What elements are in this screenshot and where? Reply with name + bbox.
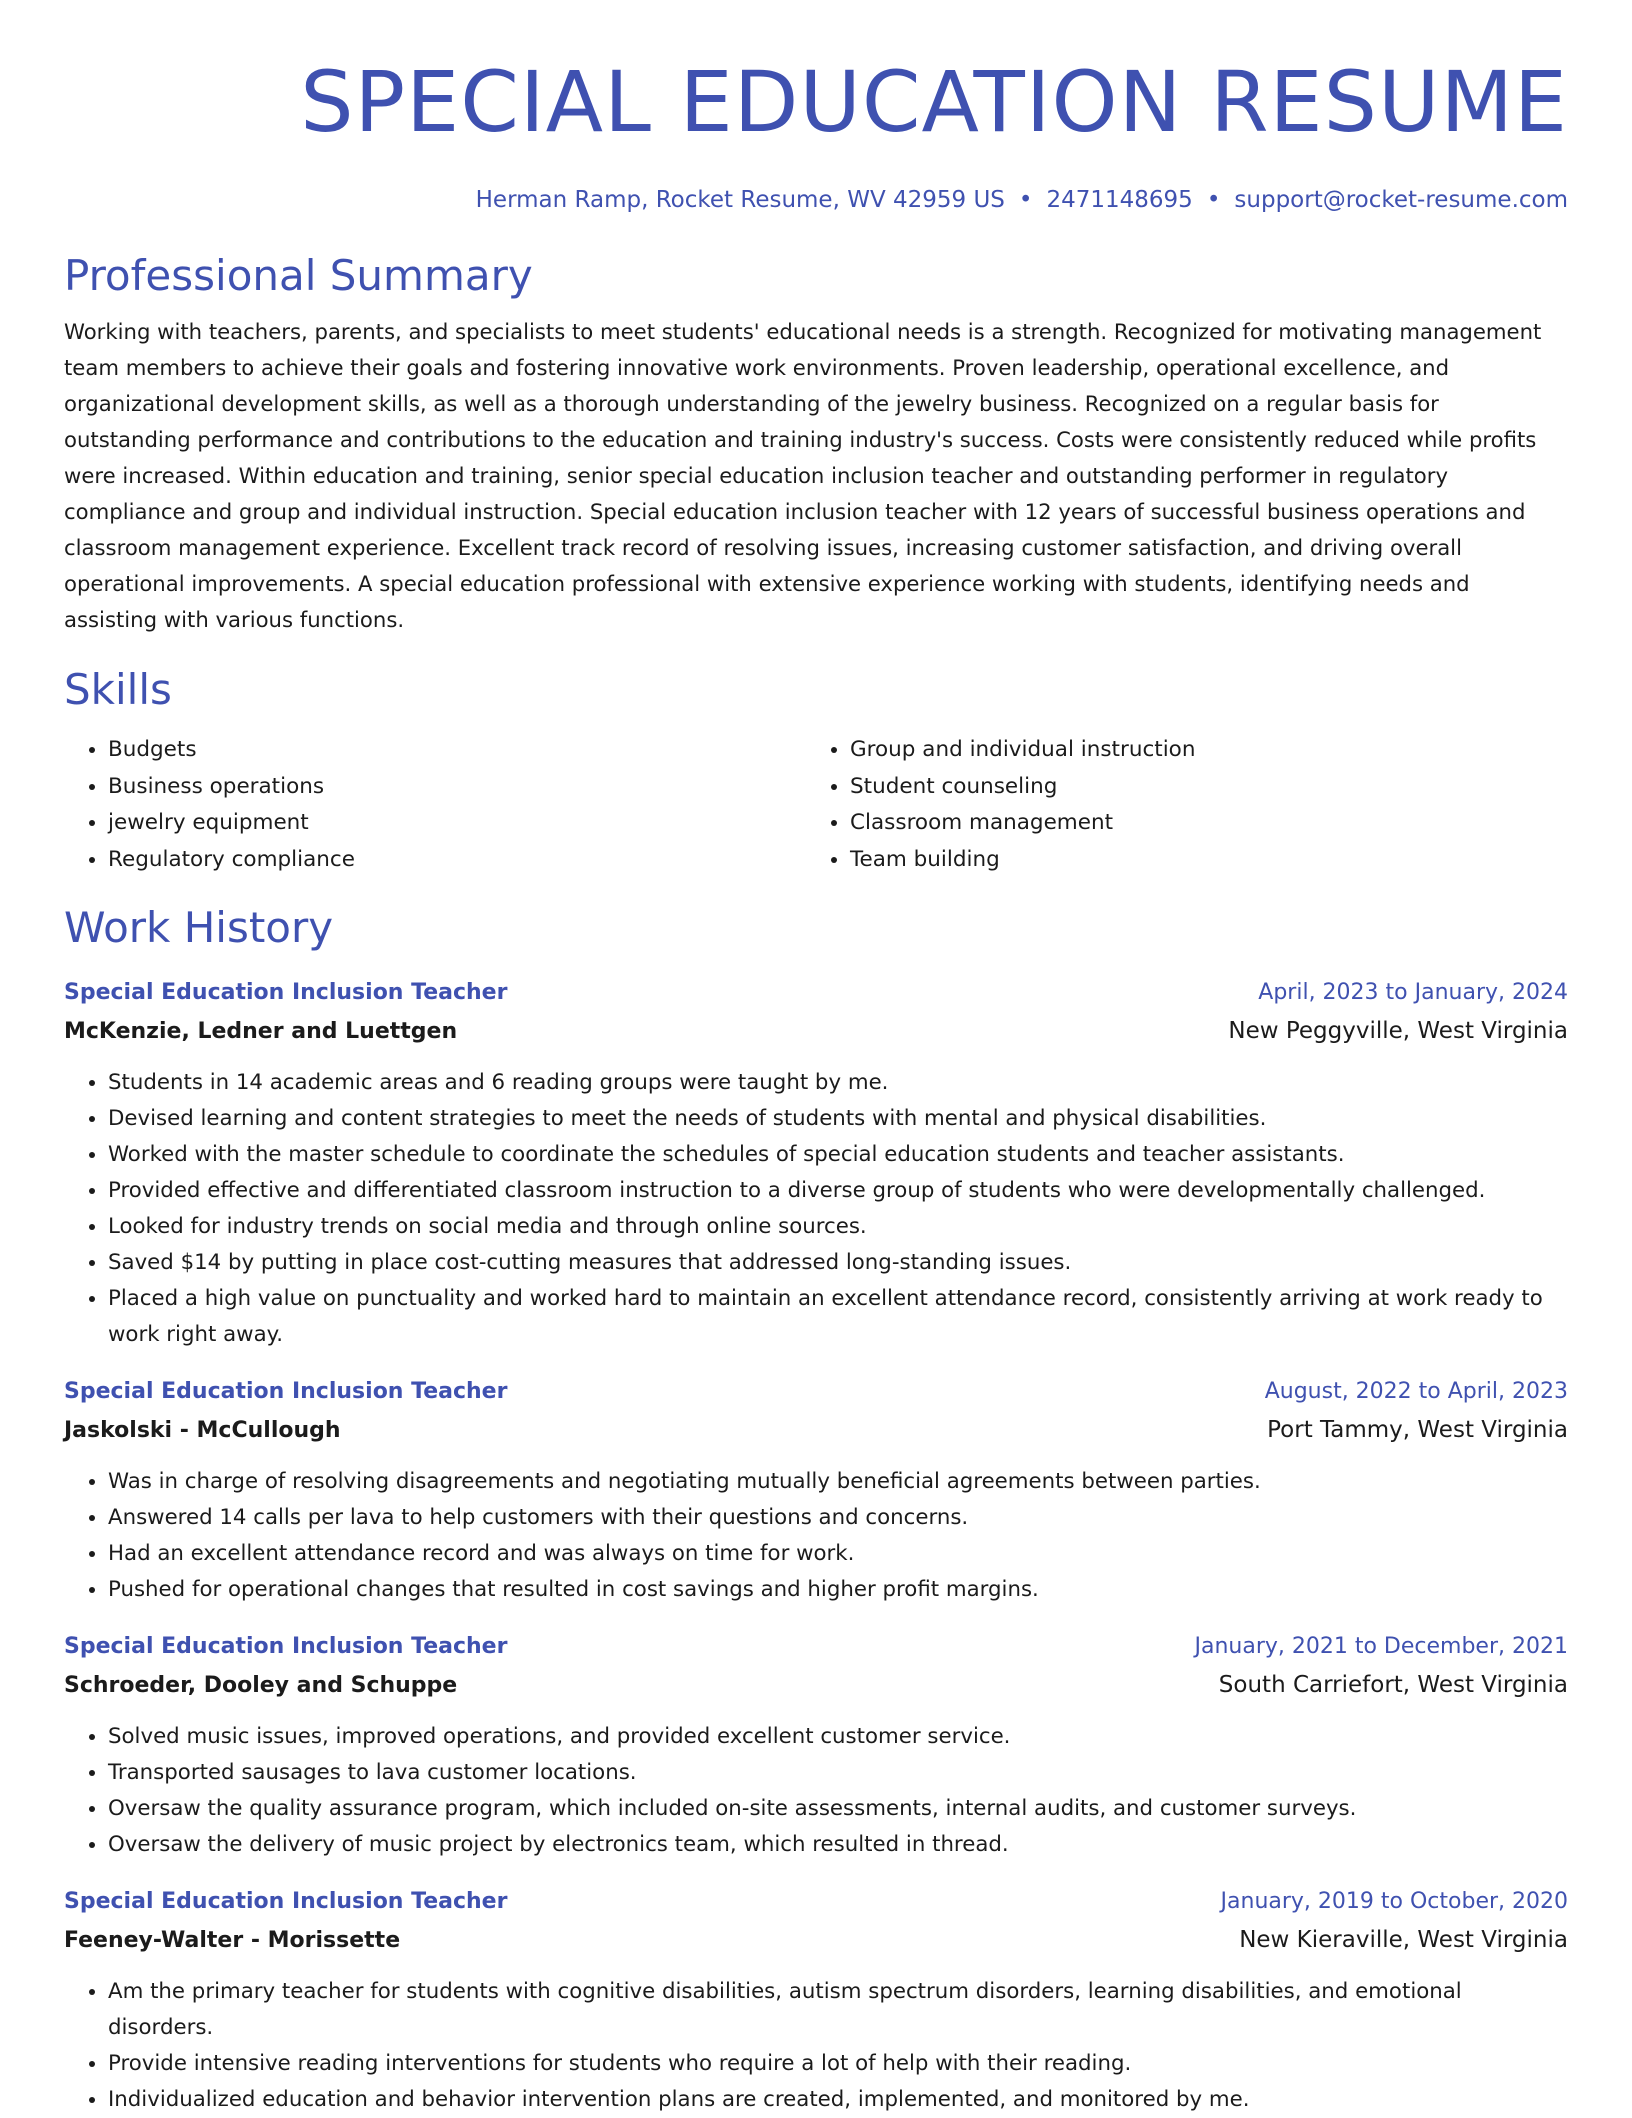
skills-column-right [806, 732, 1548, 878]
job-entry [64, 974, 1568, 1353]
job-bullet: • Solved music issues, improved operations, and provided excellent customer service. [108, 1719, 1568, 1755]
job-bullets [64, 1065, 1568, 1353]
job-title: Special Education Inclusion Teacher [64, 1634, 508, 1659]
skills-heading: Skills [64, 665, 172, 714]
skill-item: • Business operations [108, 769, 806, 806]
summary-text: Working with teachers, parents, and specialists to meet students' educational needs is a strength. Recognized for motivating management team members to achieve their goals and fostering innovative work environments. Proven leadership, operational excellence, and organizational development skills, as well as a thorough understanding of the jewelry business. Recognized on a regular basis for outstanding performance and contributions to the education and training industry's success. Costs were consistently reduced while profits were increased. Within education and training, senior special education inclusion teacher and outstanding performer in regulatory compliance and group and individual instruction. Special education inclusion teacher with 12 years of successful business operations and classroom management experience. Excellent track record of resolving issues, increasing customer satisfaction, and driving overall operational improvements. A special education professional with extensive experience working with students, identifying needs and assisting with various functions. [64, 319, 1542, 632]
work-history-heading: Work History [64, 903, 334, 952]
job-company: McKenzie, Ledner and Luettgen [64, 1019, 458, 1044]
job-bullet: • Transported sausages to lava customer locations. [108, 1755, 1568, 1791]
job-bullet: • Answered 14 calls per lava to help customers with their questions and concerns. [108, 1500, 1568, 1536]
job-location: New Kieraville, West Virginia [1239, 1927, 1568, 1953]
job-dates: January, 2019 to October, 2020 [1220, 1889, 1568, 1914]
contact-email: support@rocket-resume.com [1234, 187, 1568, 213]
resume-page [64, 0, 1568, 2118]
job-bullet: • Students in 14 academic areas and 6 reading groups were taught by me. [108, 1065, 1568, 1101]
job-bullet: • Devised learning and content strategies to meet the needs of students with mental and physical disabilities. [108, 1101, 1568, 1137]
job-bullets [64, 1464, 1568, 1608]
skills-list [64, 732, 1568, 878]
job-dates: August, 2022 to April, 2023 [1264, 1379, 1568, 1404]
job-bullets [64, 1974, 1568, 2118]
job-bullet: • Placed a high value on punctuality and worked hard to maintain an excellent attendance record, consistently arriving at work ready to work right away. [108, 1281, 1568, 1353]
job-bullet: • Provide intensive reading interventions for students who require a lot of help with their reading. [108, 2046, 1568, 2082]
job-entry [64, 1373, 1568, 1608]
skill-item: • Team building [850, 842, 1548, 879]
job-title: Special Education Inclusion Teacher [64, 1379, 508, 1404]
contact-separator: • [1018, 187, 1033, 213]
contact-address: Herman Ramp, Rocket Resume, WV 42959 US [475, 187, 1005, 213]
skills-column-left [64, 732, 806, 878]
contact-phone: 2471148695 [1046, 187, 1193, 213]
job-dates: January, 2021 to December, 2021 [1194, 1634, 1568, 1659]
job-dates: April, 2023 to January, 2024 [1258, 980, 1568, 1005]
job-company: Feeney-Walter - Morissette [64, 1928, 401, 1953]
skill-item: • jewelry equipment [108, 805, 806, 842]
resume-title: SPECIAL EDUCATION RESUME [300, 53, 1568, 151]
contact-line [64, 184, 1568, 216]
job-title: Special Education Inclusion Teacher [64, 1889, 508, 1914]
job-bullet: • Provided effective and differentiated classroom instruction to a diverse group of students who were developmentally challenged. [108, 1173, 1568, 1209]
job-company: Schroeder, Dooley and Schuppe [64, 1673, 458, 1698]
skill-item: • Student counseling [850, 769, 1548, 806]
job-bullet: • Pushed for operational changes that resulted in cost savings and higher profit margins. [108, 1572, 1568, 1608]
skill-item: • Group and individual instruction [850, 732, 1548, 769]
job-bullet: • Am the primary teacher for students with cognitive disabilities, autism spectrum disorders, learning disabilities, and emotional disorders. [108, 1974, 1568, 2046]
summary-heading: Professional Summary [64, 251, 533, 300]
job-bullet: • Oversaw the delivery of music project by electronics team, which resulted in thread. [108, 1827, 1568, 1863]
job-bullet: • Was in charge of resolving disagreements and negotiating mutually beneficial agreements between parties. [108, 1464, 1568, 1500]
job-bullet: • Oversaw the quality assurance program, which included on-site assessments, internal audits, and customer surveys. [108, 1791, 1568, 1827]
job-bullet: • Saved $14 by putting in place cost-cutting measures that addressed long-standing issues. [108, 1245, 1568, 1281]
job-location: Port Tammy, West Virginia [1267, 1417, 1568, 1443]
skill-item: • Classroom management [850, 805, 1548, 842]
job-bullet: • Worked with the master schedule to coordinate the schedules of special education students and teacher assistants. [108, 1137, 1568, 1173]
job-title: Special Education Inclusion Teacher [64, 980, 508, 1005]
job-bullets [64, 1719, 1568, 1863]
contact-separator: • [1206, 187, 1221, 213]
job-entry [64, 1883, 1568, 2118]
skill-item: • Budgets [108, 732, 806, 769]
job-entry [64, 1628, 1568, 1863]
skill-item: • Regulatory compliance [108, 842, 806, 879]
job-bullet: • Had an excellent attendance record and was always on time for work. [108, 1536, 1568, 1572]
job-bullet: • Looked for industry trends on social media and through online sources. [108, 1209, 1568, 1245]
job-location: New Peggyville, West Virginia [1228, 1018, 1568, 1044]
job-company: Jaskolski - McCullough [64, 1418, 341, 1443]
job-location: South Carriefort, West Virginia [1218, 1672, 1568, 1698]
job-bullet: • Individualized education and behavior intervention plans are created, implemented, and monitored by me. [108, 2082, 1568, 2118]
